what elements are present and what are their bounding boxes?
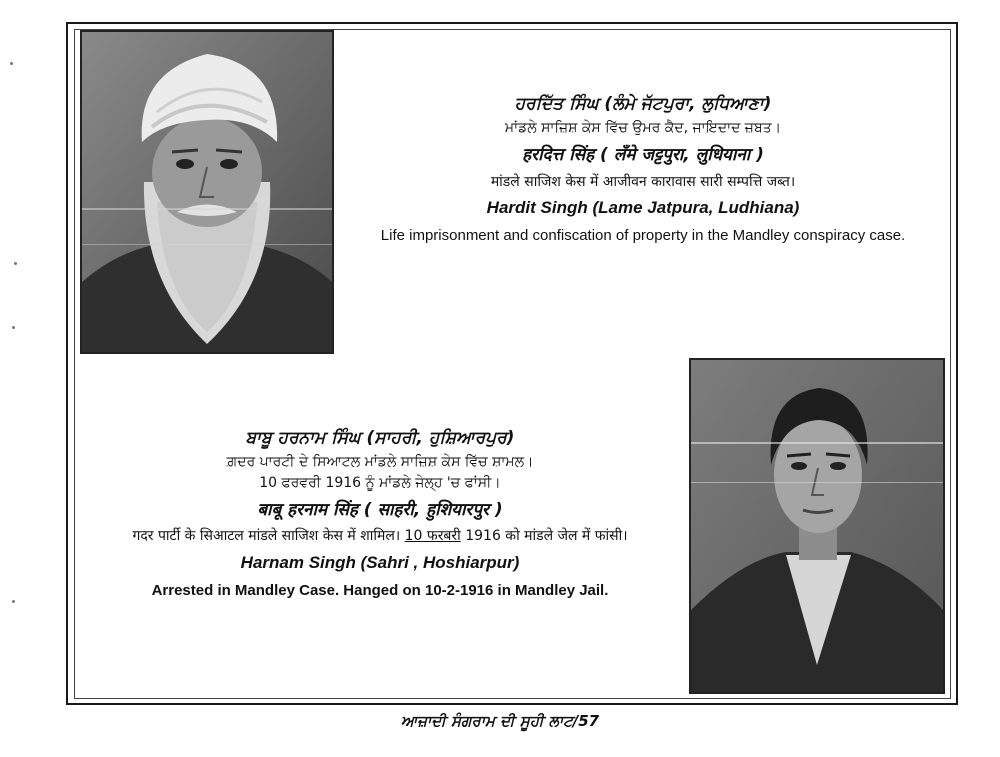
scan-speck <box>12 600 15 603</box>
description-english: Arrested in Mandley Case. Hanged on 10-2-1916 in Mandley Jail. <box>151 581 609 599</box>
portrait-1-image <box>82 32 332 352</box>
name-punjabi: ਬਾਬੂ ਹਰਨਾਮ ਸਿੰਘ (ਸਾਹਰੀ, ਹੁਸ਼ਿਆਰਪੁਰ) <box>245 428 515 448</box>
description-punjabi: ਮਾਂਡਲੇ ਸਾਜ਼ਿਸ਼ ਕੇਸ ਵਿੱਚ ਉਮਰ ਕੈਦ, ਜਾਇਦਾਦ ਜ਼ਬਤ। <box>504 120 782 137</box>
description-punjabi-line-2: 10 ਫਰਵਰੀ 1916 ਨੂੰ ਮਾਂਡਲੇ ਜੇਲ੍ਹ 'ਚ ਫਾਂਸੀ। <box>259 475 501 492</box>
name-english: Hardit Singh (Lame Jatpura, Ludhiana) <box>486 198 800 218</box>
description-hindi-date: 10 फरबरी <box>404 528 461 545</box>
description-english: Life imprisonment and confiscation of property in the Mandley conspiracy case. <box>380 226 906 244</box>
name-english: Harnam Singh (Sahri , Hoshiarpur) <box>240 553 520 573</box>
description-hindi-part-2: 1916 को मांडले जेल में फांसी। <box>460 528 628 545</box>
portrait-2-image <box>691 360 943 692</box>
description-punjabi-line-1: ਗ਼ਦਰ ਪਾਰਟੀ ਦੇ ਸਿਆਟਲ ਮਾਂਡਲੇ ਸਾਜ਼ਿਸ਼ ਕੇਸ ਵਿੱਚ ਸ਼ਾਮਲ। <box>226 454 534 471</box>
scan-speck <box>10 62 13 65</box>
scan-speck <box>14 262 17 265</box>
page-footer: ਆਜ਼ਾਦੀ ਸੰਗਰਾਮ ਦੀ ਸੂਹੀ ਲਾਟ/57 <box>400 712 600 730</box>
scan-speck <box>12 326 15 329</box>
portrait-photo-harnam-singh <box>689 358 945 694</box>
harnam-singh-caption <box>74 428 686 600</box>
portrait-photo-hardit-singh <box>80 30 334 354</box>
name-hindi: हरदित्त सिंह ( लँमे जट्टपुरा, लुधियाना ) <box>522 145 764 166</box>
name-punjabi: ਹਰਦਿੱਤ ਸਿੰਘ (ਲੰਮੇ ਜੱਟਪੁਰਾ, ਲੁਧਿਆਣਾ) <box>514 94 772 114</box>
description-hindi: मांडले साजिश केस में आजीवन कारावास सारी सम्पत्ति जब्त। <box>490 173 796 190</box>
name-hindi: बाबू हरनाम सिंह ( साहरी, हुशियारपुर ) <box>257 499 503 520</box>
description-hindi-part-1: गदर पार्टी के सिआटल मांडले साजिश केस में शामिल। <box>132 528 405 545</box>
description-hindi <box>74 528 686 545</box>
hardit-singh-caption <box>336 94 950 245</box>
